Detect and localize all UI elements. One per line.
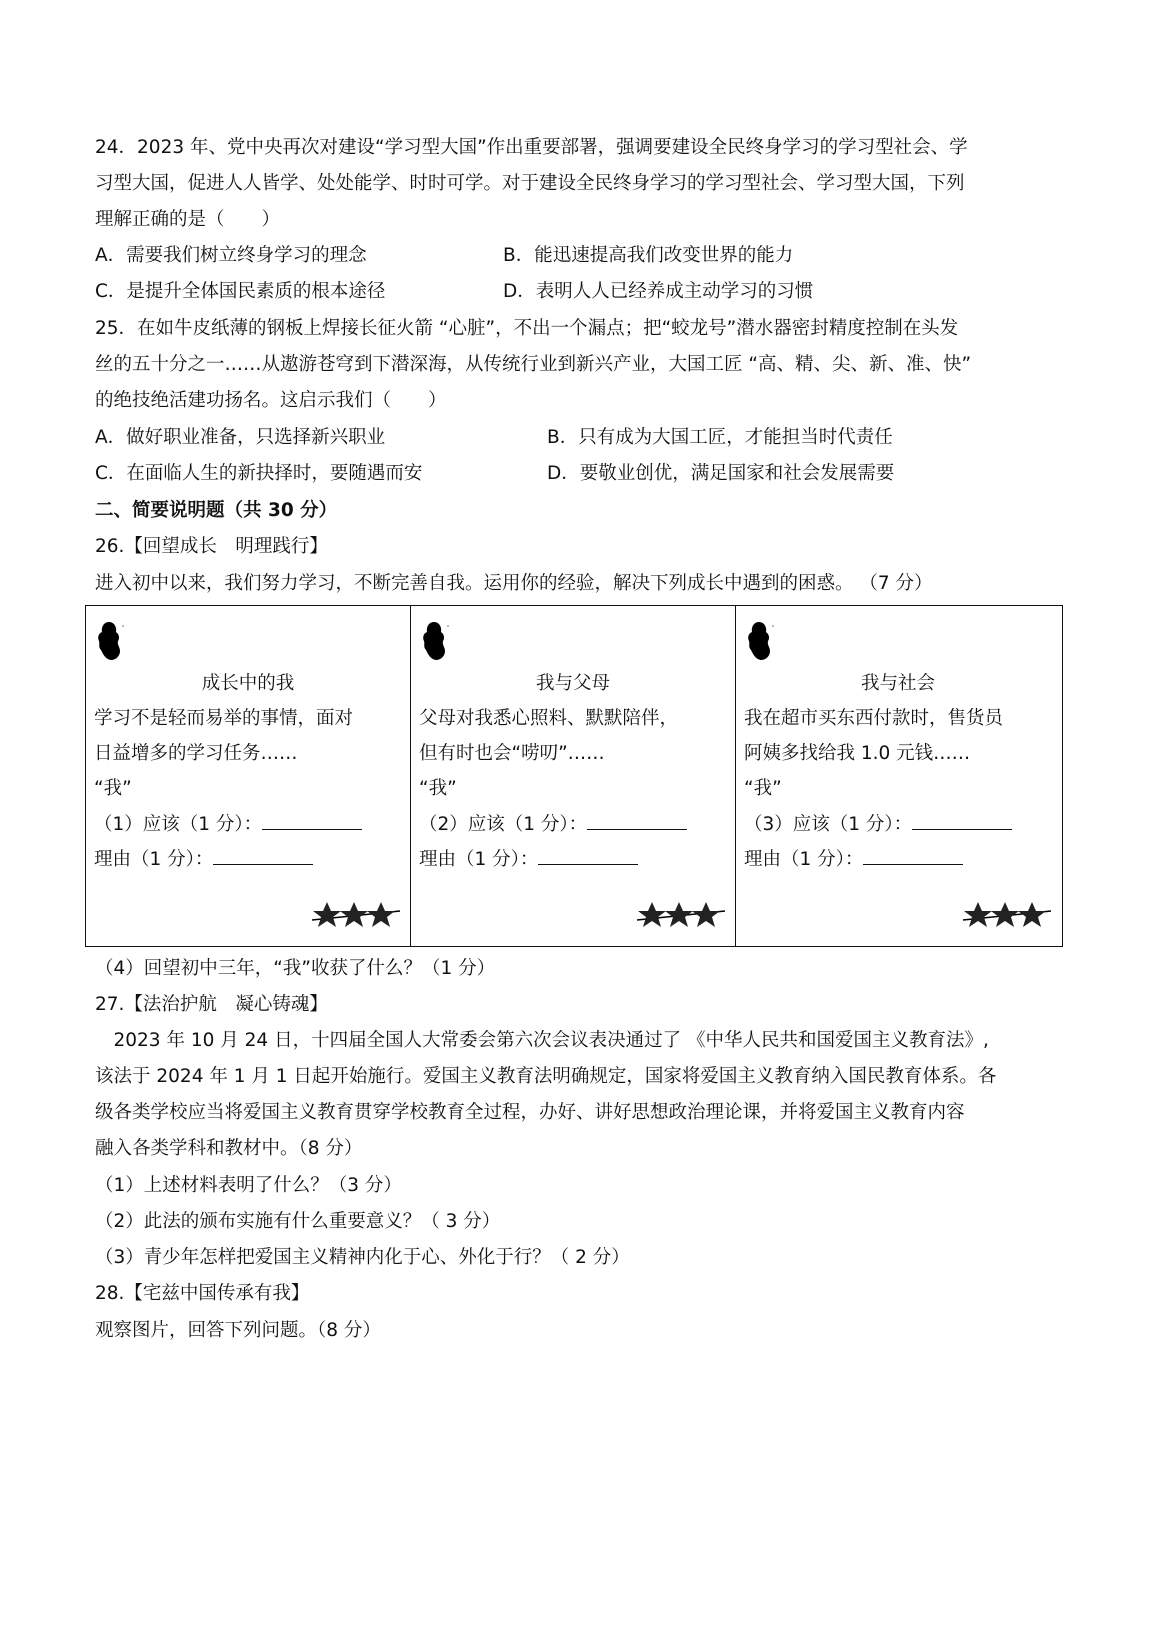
q26-cell-reason: 理由（1 分）： xyxy=(419,849,539,870)
q24-option-d: D．表明人人已经养成主动学习的习惯 xyxy=(503,281,814,302)
q28-heading: 28.【宅兹中国传承有我】 xyxy=(95,1283,310,1304)
silhouette-head-icon xyxy=(746,620,776,662)
q26-cell-reason-row xyxy=(744,846,963,873)
q26-cell-me: “我” xyxy=(744,778,782,799)
q26-cell-text-line-1: 学习不是轻而易举的事情，面对 xyxy=(94,708,354,729)
q27-sub-1: （1）上述材料表明了什么？（3 分） xyxy=(95,1175,402,1196)
q25-option-b: B．只有成为大国工匠，才能担当时代责任 xyxy=(547,427,893,448)
q26-cell-reason-row xyxy=(94,846,313,873)
q26-cell-title: 我与社会 xyxy=(860,673,935,694)
q24-option-b: B．能迅速提高我们改变世界的能力 xyxy=(503,245,794,266)
q26-cell-me: “我” xyxy=(94,778,132,799)
q24-stem-line-1: 24．2023 年、党中央再次对建设“学习型大国”作出重要部署，强调要建设全民终身学习的学习型社会、学 xyxy=(95,137,968,158)
q26-cell-parents xyxy=(410,606,736,946)
q27-heading: 27.【法治护航 凝心铸魂】 xyxy=(95,994,328,1015)
q26-heading: 26.【回望成长 明理践行】 xyxy=(95,536,328,557)
three-stars-icon xyxy=(635,899,727,931)
q26-table xyxy=(85,605,1063,947)
q26-cell-question: （1）应该（1 分）： xyxy=(94,814,263,835)
q26-cell-question-row xyxy=(419,811,687,838)
q27-para-line-1: 2023 年 10 月 24 日，十四届全国人大常委会第六次会议表决通过了 《中华人民共和国爱国主义教育法》, xyxy=(95,1030,989,1051)
q26-cell-text-line-1: 父母对我悉心照料、默默陪伴， xyxy=(419,708,679,729)
q24-stem-line-3: 理解正确的是（ ） xyxy=(95,209,281,230)
q27-sub-3: （3）青少年怎样把爱国主义精神内化于心、外化于行？（ 2 分） xyxy=(95,1247,630,1268)
three-stars-icon xyxy=(961,899,1053,931)
section-2-title: 二、简要说明题（共 30 分） xyxy=(95,500,338,521)
q25-option-c: C．在面临人生的新抉择时，要随遇而安 xyxy=(95,463,423,484)
q26-cell-text-line-2: 但有时也会“唠叨”…… xyxy=(419,743,605,764)
q24-option-a: A．需要我们树立终身学习的理念 xyxy=(95,245,367,266)
q26-cell-question: （2）应该（1 分）： xyxy=(419,814,588,835)
q26-cell-question-row xyxy=(744,811,1012,838)
q26-cell-question: （3）应该（1 分）： xyxy=(744,814,913,835)
reason-blank[interactable] xyxy=(213,846,313,865)
q26-cell-self xyxy=(86,606,410,946)
q26-sub-4: （4）回望初中三年，“我”收获了什么？（1 分） xyxy=(95,958,496,979)
q26-cell-text-line-2: 阿姨多找给我 1.0 元钱…… xyxy=(744,743,971,764)
q24-stem-line-2: 习型大国，促进人人皆学、处处能学、时时可学。对于建设全民终身学习的学习型社会、学习型大国，下列 xyxy=(95,173,965,194)
q25-option-d: D．要敬业创优，满足国家和社会发展需要 xyxy=(547,463,895,484)
q25-stem-line-2: 丝的五十分之一……从遨游苍穹到下潜深海，从传统行业到新兴产业，大国工匠 “高、精、尖、新、准、快” xyxy=(95,354,972,375)
q27-sub-2: （2）此法的颁布实施有什么重要意义？（ 3 分） xyxy=(95,1211,501,1232)
q26-intro: 进入初中以来，我们努力学习，不断完善自我。运用你的经验，解决下列成长中遇到的困惑。 （7 分） xyxy=(95,573,933,594)
q26-cell-text-line-1: 我在超市买东西付款时，售货员 xyxy=(744,708,1004,729)
q26-cell-society xyxy=(736,606,1061,946)
q28-intro: 观察图片，回答下列问题。（8 分） xyxy=(95,1320,381,1341)
silhouette-head-icon xyxy=(421,620,451,662)
q26-cell-reason: 理由（1 分）： xyxy=(744,849,864,870)
q27-para-line-3: 级各类学校应当将爱国主义教育贯穿学校教育全过程，办好、讲好思想政治理论课，并将爱国主义教育内容 xyxy=(95,1102,965,1123)
reason-blank[interactable] xyxy=(538,846,638,865)
q26-cell-reason-row xyxy=(419,846,638,873)
q25-option-a: A．做好职业准备，只选择新兴职业 xyxy=(95,427,386,448)
q27-para-line-2: 该法于 2024 年 1 月 1 日起开始施行。爱国主义教育法明确规定，国家将爱国主义教育纳入国民教育体系。各 xyxy=(95,1066,997,1087)
q26-cell-title: 我与父母 xyxy=(535,673,610,694)
silhouette-head-icon xyxy=(96,620,126,662)
q26-cell-text-line-2: 日益增多的学习任务…… xyxy=(94,743,298,764)
q26-cell-reason: 理由（1 分）： xyxy=(94,849,214,870)
answer-blank[interactable] xyxy=(912,811,1012,830)
q25-stem-line-3: 的绝技绝活建功扬名。这启示我们（ ） xyxy=(95,390,447,411)
three-stars-icon xyxy=(310,899,402,931)
q26-cell-question-row xyxy=(94,811,362,838)
q26-cell-me: “我” xyxy=(419,778,457,799)
answer-blank[interactable] xyxy=(587,811,687,830)
q24-option-c: C．是提升全体国民素质的根本途径 xyxy=(95,281,386,302)
reason-blank[interactable] xyxy=(863,846,963,865)
q26-cell-title: 成长中的我 xyxy=(201,673,295,694)
q25-stem-line-1: 25．在如牛皮纸薄的钢板上焊接长征火箭 “心脏”，不出一个漏点；把“蛟龙号”潜水器密封精度控制在头发 xyxy=(95,318,959,339)
q27-para-line-4: 融入各类学科和教材中。（8 分） xyxy=(95,1138,363,1159)
answer-blank[interactable] xyxy=(262,811,362,830)
